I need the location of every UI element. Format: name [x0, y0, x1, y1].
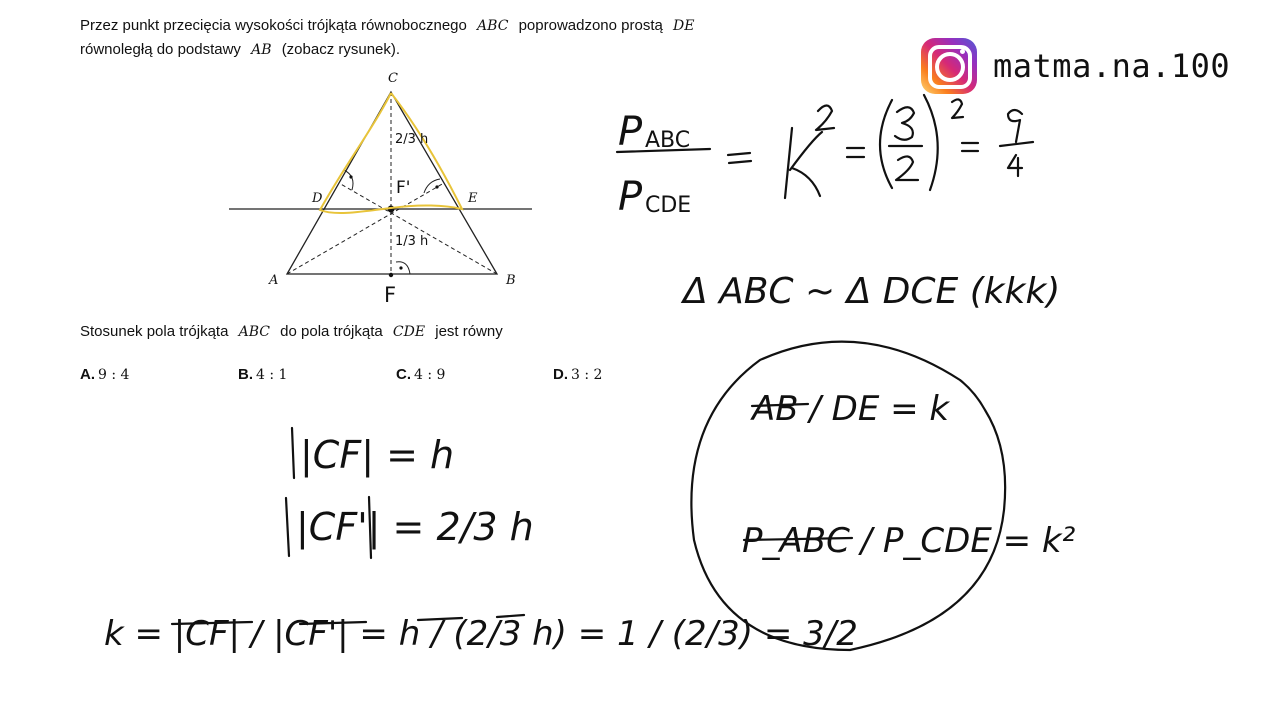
annotation-two-thirds-h: 2/3 h — [395, 132, 429, 147]
answer-value: 3 : 2 — [571, 367, 603, 383]
brand-handle: matma.na.100 — [993, 47, 1231, 85]
circle-rule-1: AB / DE = k — [752, 389, 950, 429]
answer-letter: A. — [80, 366, 95, 383]
note-cf — [292, 428, 454, 478]
answer-value: 9 : 4 — [98, 367, 130, 383]
answer-letter: C. — [396, 366, 411, 383]
annotation-one-third-h: 1/3 h — [395, 234, 429, 249]
label-f: F — [384, 283, 397, 307]
problem-text-2b: (zobacz rysunek). — [281, 41, 401, 58]
label-e: E — [468, 191, 478, 206]
circle-rule-2: P_ABC / P_CDE = k² — [742, 521, 1076, 561]
label-d: D — [312, 191, 323, 206]
area-den-p: P — [618, 174, 643, 220]
question-math-abc: ABC — [238, 324, 270, 340]
math-abc: ABC — [477, 18, 509, 34]
answer-value: 4 : 9 — [414, 367, 446, 383]
note-k-calculation — [104, 614, 858, 654]
cf-text: |CF| = h — [300, 433, 455, 477]
label-a: A — [269, 273, 279, 288]
note-area-ratio — [617, 95, 1033, 220]
label-c: C — [388, 71, 398, 86]
question-text-c: jest równy — [435, 323, 503, 340]
answer-value: 4 : 1 — [256, 367, 288, 383]
note-circle-rules — [691, 342, 1075, 650]
area-num-sub: ABC — [645, 128, 691, 153]
area-den-sub: CDE — [645, 193, 692, 218]
question-text-b: do pola trójkąta — [280, 323, 383, 340]
k-calc-text: k = |CF| / |CF'| = h / (2/3 h) = 1 / (2/3) = 3/2 — [104, 614, 858, 654]
problem-text-1a: Przez punkt przecięcia wysokości trójkąta równobocznego — [80, 17, 467, 34]
area-num-p: P — [618, 109, 643, 155]
answer-letter: D. — [553, 366, 568, 383]
problem-text-2a: równoległą do podstawy — [80, 41, 241, 58]
math-ab: AB — [251, 42, 272, 58]
label-f-prime: F' — [396, 178, 411, 198]
answer-letter: B. — [238, 366, 253, 383]
question-math-cde: CDE — [392, 324, 426, 340]
cf-prime-text: |CF'| = 2/3 h — [296, 505, 534, 549]
question-text-a: Stosunek pola trójkąta — [80, 323, 229, 340]
label-b: B — [506, 273, 516, 288]
note-cf-prime — [286, 497, 534, 558]
similarity-text: Δ ABC ~ Δ DCE (kkk) — [683, 271, 1061, 312]
note-similarity — [680, 271, 1060, 312]
problem-text-1b: poprowadzono prostą — [518, 17, 663, 34]
math-de: DE — [673, 18, 695, 34]
